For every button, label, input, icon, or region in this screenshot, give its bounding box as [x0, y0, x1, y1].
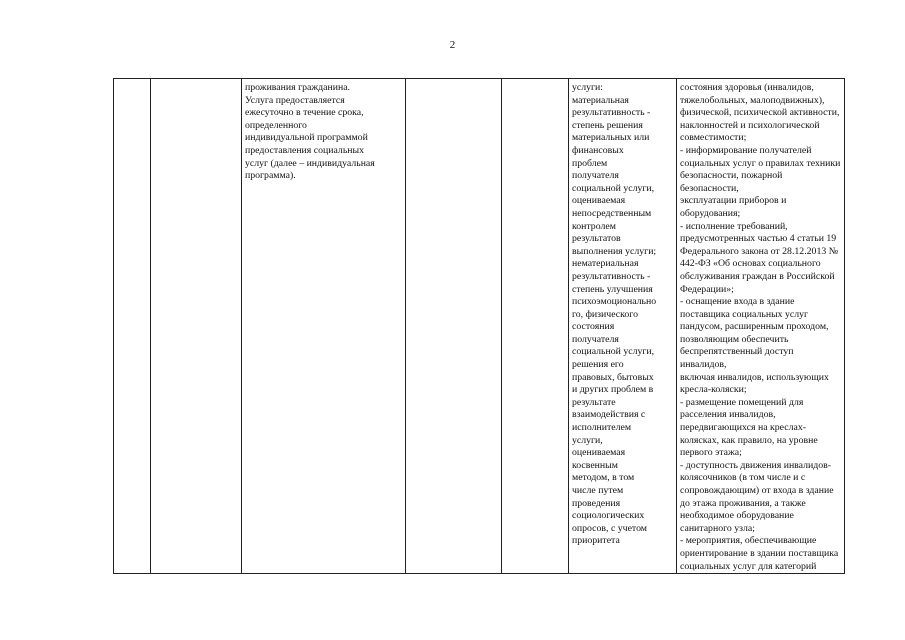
cell-text: состояния здоровья (инвалидов, тяжелобольных, малоподвижных), физической, психической активности, наклонностей и психологической совместимости; - информирование получателей социальных услуг о правилах техники безопасности, пожарной безопасности, эксплуатации приборов и оборудования; - исполнение требований, предусмотренных частью 4 статьи 19 Федерального закона от 28.12.2013 № 442-ФЗ «Об основах социального обслуживания граждан в Российской Федерации»; - оснащение входа в здание поставщика социальных услуг пандусом, расширенным проходом, позволяющим обеспечить беспрепятственный доступ инвалидов, включая инвалидов, использующих кресла-коляски; - размещение помещений для расселения инвалидов, передвигающихся на креслах- колясках, как правило, на уровне первого этажа; - доступность движения инвалидов- колясочников (в том числе и с сопровождающим) от входа в здание до этажа проживания, а также необходимое оборудование санитарного узла; - мероприятия, обеспечивающие ориентирование в здании поставщика социальных услуг для категорий [680, 82, 841, 572]
table-cell-5 [502, 79, 569, 574]
table-cell-7 [677, 79, 845, 574]
table-cell-2 [151, 79, 242, 574]
table-cell-3 [242, 79, 406, 574]
page-number: 2 [449, 39, 456, 51]
content-table [113, 78, 845, 574]
table-row [114, 79, 845, 574]
cell-text: проживания гражданина. Услуга предоставляется ежесуточно в течение срока, определенного индивидуальной программой предоставления социальных услуг (далее – индивидуальная программа). [245, 82, 375, 182]
table-cell-4 [406, 79, 502, 574]
table-cell-6 [569, 79, 677, 574]
table-cell-1 [114, 79, 151, 574]
cell-text: услуги: материальная результативность - степень решения материальных или финансовых проблем получателя социальной услуги, оцениваемая непосредственным контролем результатов выполнения услуги; нематериальная результативность - степень улучшения психоэмоционально го, физического состояния получателя социальной услуги, решения его правовых, бытовых и других проблем в результате взаимодействия с исполнителем услуги, оцениваемая косвенным методом, в том числе путем проведения социологических опросов, с учетом приоритета [572, 82, 657, 547]
